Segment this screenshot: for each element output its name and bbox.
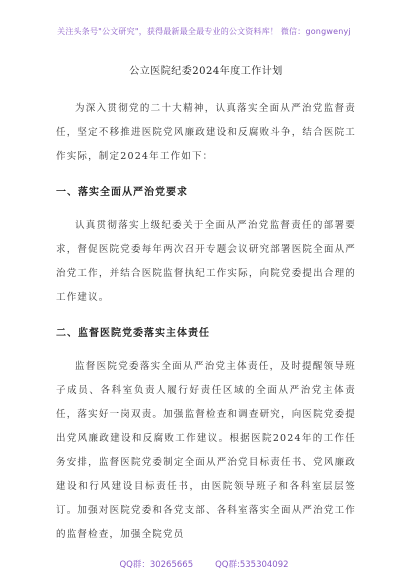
intro-paragraph: 为深入贯彻党的二十大精神，认真落实全面从严治党监督责任，坚定不移推进医院党风廉政建设和反腐败斗争，结合医院工作实际，制定2024年工作如下： bbox=[56, 103, 356, 162]
section-heading-2: 二、监督医院党委落实主体责任 bbox=[56, 328, 210, 339]
document-body bbox=[56, 62, 356, 547]
section-body-2: 监督医院党委落实全面从严治党主体责任，及时提醒领导班子成员、各科室负责人履行好责任区域的全面从严治党主体责任，落实好一岗双责。加强监督检查和调查研究，向医院党委提出党风廉政建设和反腐败工作建议。根据医院2024年的工作任务安排，监督医院党委制定全面从严治党目标责任书、党风廉政建设和行风建设目标责任书，由医院领导班子和各科室层层签订。加强对医院党委和各党支部、各科室落实全面从严治党工作的监督检查，加强全院党员 bbox=[56, 361, 356, 540]
footer-qq-group-2: QQ群:535304092 bbox=[215, 560, 289, 570]
section-heading-1: 一、落实全面从严治党要求 bbox=[56, 187, 188, 198]
section-body-1: 认真贯彻落实上级纪委关于全面从严治党监督责任的部署要求，督促医院党委每年两次召开专题会议研究部署医院全面从严治党工作，并结合医院监督执纪工作实际，向院党委提出合理的工作建议。 bbox=[56, 220, 356, 303]
footer bbox=[0, 558, 408, 570]
document-title: 公立医院纪委2024年度工作计划 bbox=[129, 66, 283, 77]
footer-qq-group-1: QQ群：30265665 bbox=[119, 560, 194, 570]
header-banner: 关注头条号"公文研究"，获得最新最全最专业的公文资料库！ 微信：gongwenyj bbox=[57, 27, 351, 36]
